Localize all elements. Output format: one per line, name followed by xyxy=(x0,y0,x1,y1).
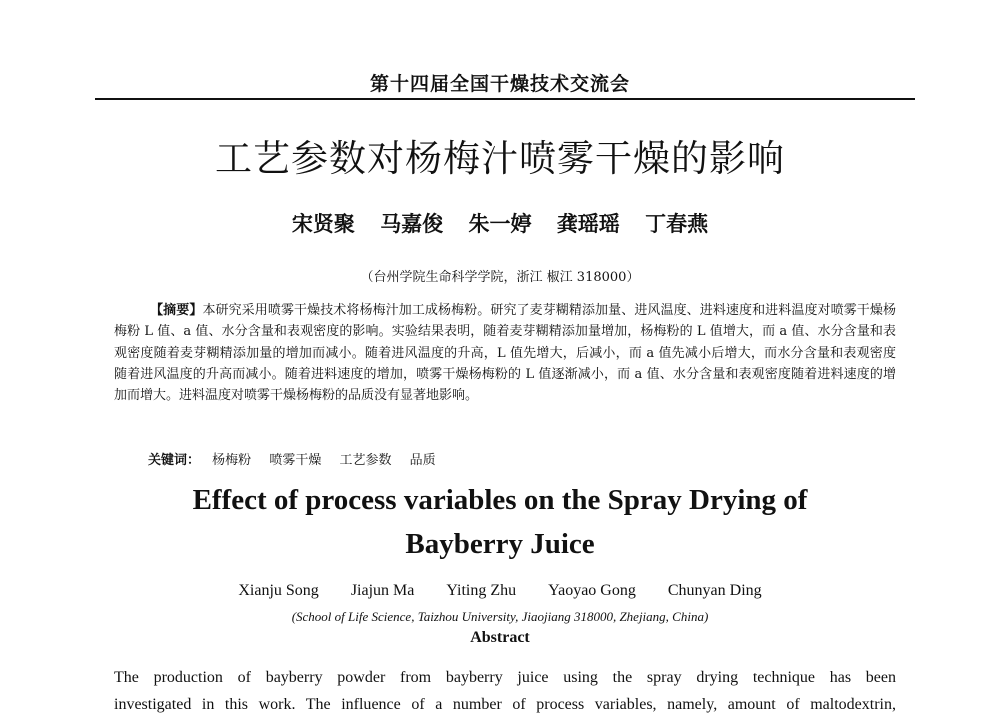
keywords-label-cn: 关键词： xyxy=(148,453,201,468)
author-en: Yiting Zhu xyxy=(446,582,517,599)
author-cn: 宋贤聚 xyxy=(291,212,355,236)
keyword: 品质 xyxy=(409,453,436,468)
abstract-en-line: The production of bayberry powder from bayberry juice using the spray drying technique has been xyxy=(114,669,896,686)
keyword: 工艺参数 xyxy=(339,453,392,468)
author-en: Yaoyao Gong xyxy=(548,582,636,599)
author-en: Jiajun Ma xyxy=(350,582,415,599)
authors-english xyxy=(0,582,1000,600)
author-cn: 丁春燕 xyxy=(645,212,709,236)
header-rule xyxy=(95,98,915,100)
author-cn: 马嘉俊 xyxy=(380,212,444,236)
author-cn: 龚瑶瑶 xyxy=(556,212,620,236)
title-en-line: Effect of process variables on the Spray Drying of xyxy=(192,484,808,516)
author-en: Chunyan Ding xyxy=(667,582,762,599)
authors-chinese xyxy=(0,208,1000,238)
abstract-english xyxy=(114,664,896,718)
keyword: 杨梅粉 xyxy=(212,453,252,468)
keywords-chinese xyxy=(148,449,888,468)
abstract-heading-english: Abstract xyxy=(470,629,530,646)
affiliation-chinese: （台州学院生命科学学院，浙江 椒江 318000） xyxy=(360,270,640,285)
title-english xyxy=(0,478,1000,566)
abstract-text-cn: 本研究采用喷雾干燥技术将杨梅汁加工成杨梅粉。研究了麦芽糊精添加量、进风温度、进料速度和进料温度对喷雾干燥杨梅粉 L 值、a 值、水分含量和表观密度的影响。实验结果表明，随着麦芽糊精添加量增加，杨梅粉的 L 值增大，而 a 值、水分含量和表观密度随着麦芽糊精添加量的增加而减小。随着进风温度的升高，L 值先增大，后减小，而 a 值先减小后增大，而水分含量和表观密度随着进风温度的升高而减小。随着进料速度的增加，喷雾干燥杨梅粉的 L 值逐渐减小，而 a 值、水分含量和表观密度随着进料速度的增加而增大。进料温度对喷雾干燥杨梅粉的品质没有显著地影响。 xyxy=(114,303,896,404)
abstract-en-line: investigated in this work. The influence of a number of process variables, namely, amount of maltodextrin, xyxy=(114,696,896,713)
affiliation-english: (School of Life Science, Taizhou University, Jiaojiang 318000, Zhejiang, China) xyxy=(291,609,709,624)
title-chinese: 工艺参数对杨梅汁喷雾干燥的影响 xyxy=(215,137,785,180)
abstract-chinese xyxy=(114,300,896,406)
title-en-line: Bayberry Juice xyxy=(405,528,595,560)
keyword: 喷雾干燥 xyxy=(269,453,322,468)
conference-header: 第十四届全国干燥技术交流会 xyxy=(369,73,630,95)
author-cn: 朱一婷 xyxy=(468,212,532,236)
abstract-label-cn: 【摘要】 xyxy=(150,303,203,318)
author-en: Xianju Song xyxy=(238,582,319,599)
